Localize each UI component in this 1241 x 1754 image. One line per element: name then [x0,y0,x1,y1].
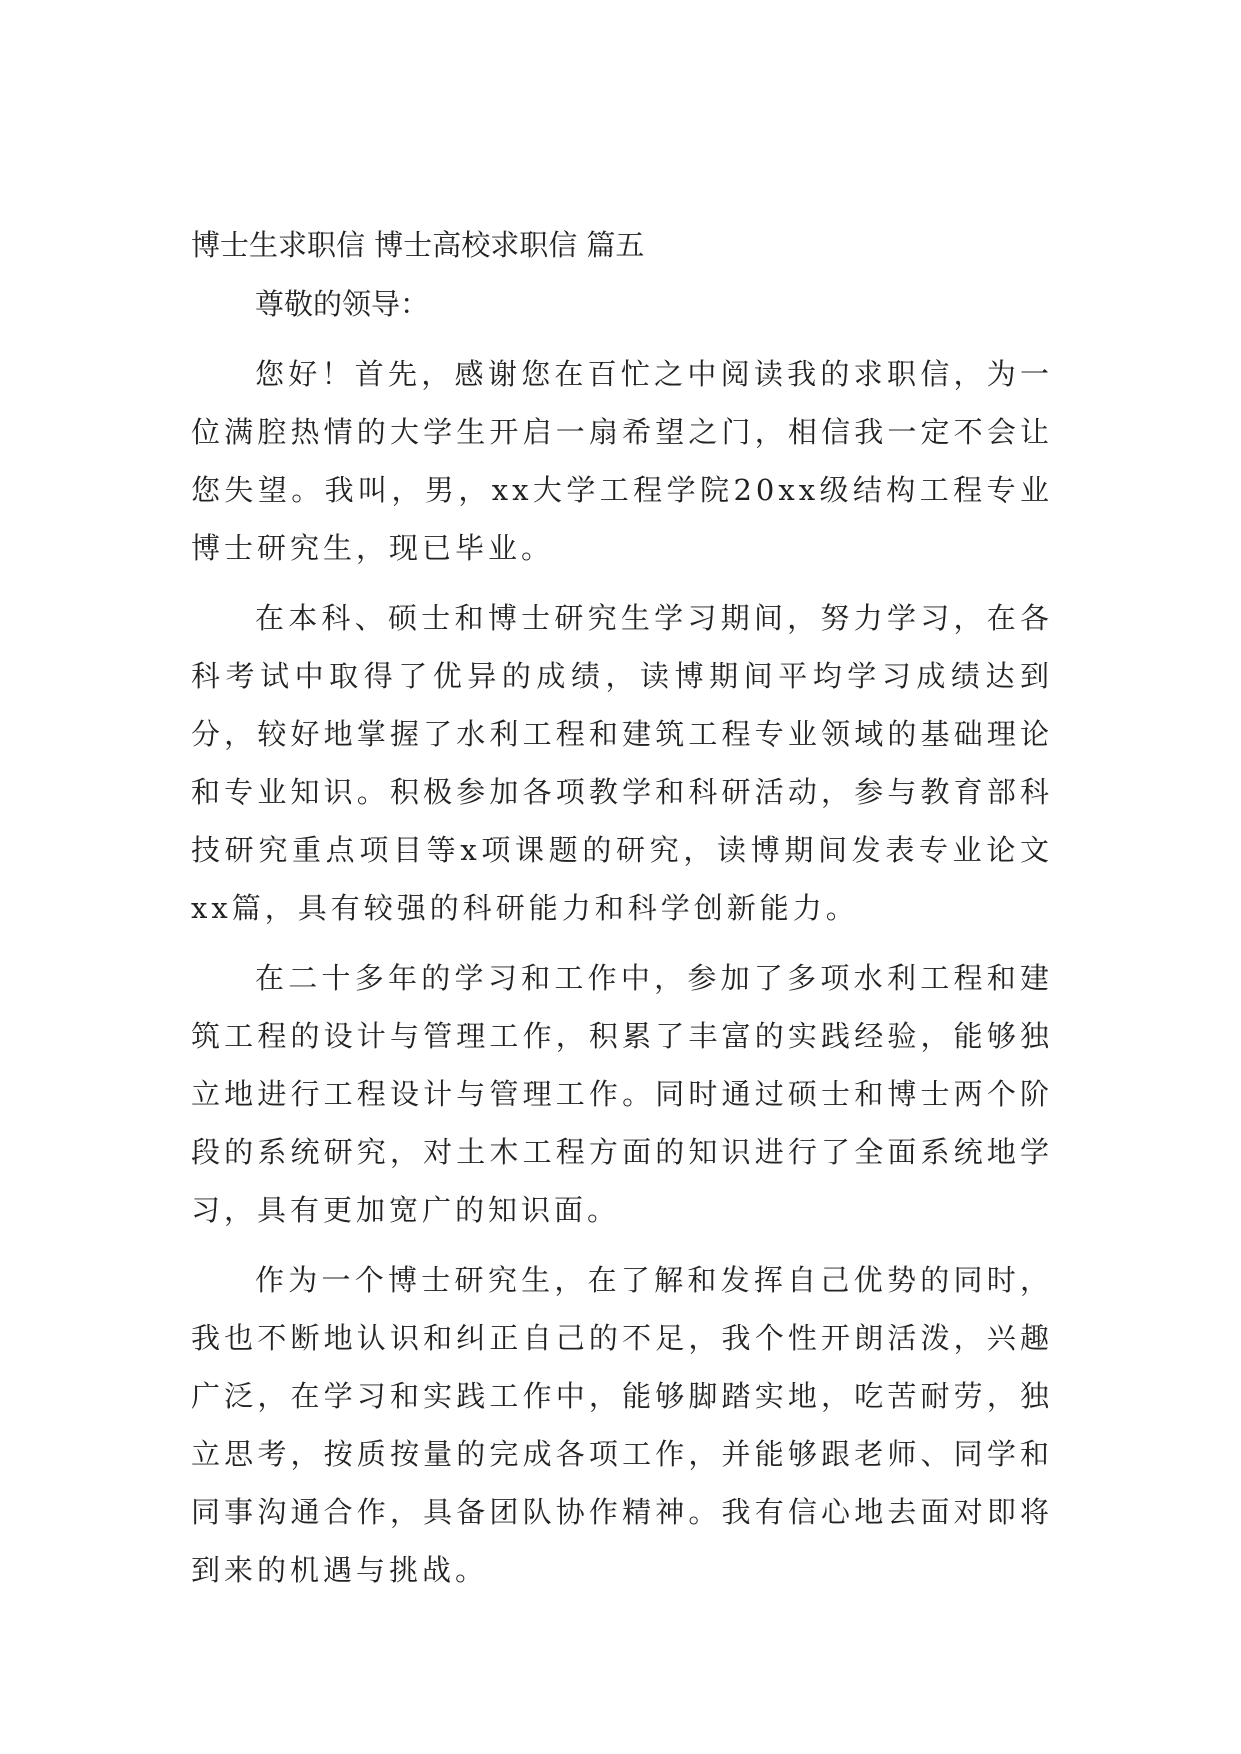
document-title: 博士生求职信 博士高校求职信 篇五 [191,228,645,262]
paragraph-education: 在本科、硕士和博士研究生学习期间，努力学习，在各科考试中取得了优异的成绩，读博期间平均学习成绩达到分，较好地掌握了水利工程和建筑工程专业领域的基础理论和专业知识。积极参加各项教学和科研活动，参与教育部科技研究重点项目等x项课题的研究，读博期间发表专业论文xx篇，具有较强的科研能力和科学创新能力。 [191,601,1053,925]
paragraph-greeting: 您好！首先，感谢您在百忙之中阅读我的求职信，为一位满腔热情的大学生开启一扇希望之门，相信我一定不会让您失望。我叫，男，xx大学工程学院20xx级结构工程专业博士研究生，现已毕业。 [191,357,1053,565]
letter-body [191,345,1053,1611]
paragraph-personality: 作为一个博士研究生，在了解和发挥自己优势的同时，我也不断地认识和纠正自己的不足，我个性开朗活泼，兴趣广泛，在学习和实践工作中，能够脚踏实地，吃苦耐劳，独立思考，按质按量的完成各项工作，并能够跟老师、同学和同事沟通合作，具备团队协作精神。我有信心地去面对即将到来的机遇与挑战。 [191,1263,1053,1587]
paragraph-experience: 在二十多年的学习和工作中，参加了多项水利工程和建筑工程的设计与管理工作，积累了丰富的实践经验，能够独立地进行工程设计与管理工作。同时通过硕士和博士两个阶段的系统研究，对土木工程方面的知识进行了全面系统地学习，具有更加宽广的知识面。 [191,961,1053,1227]
salutation: 尊敬的领导： [255,287,430,321]
